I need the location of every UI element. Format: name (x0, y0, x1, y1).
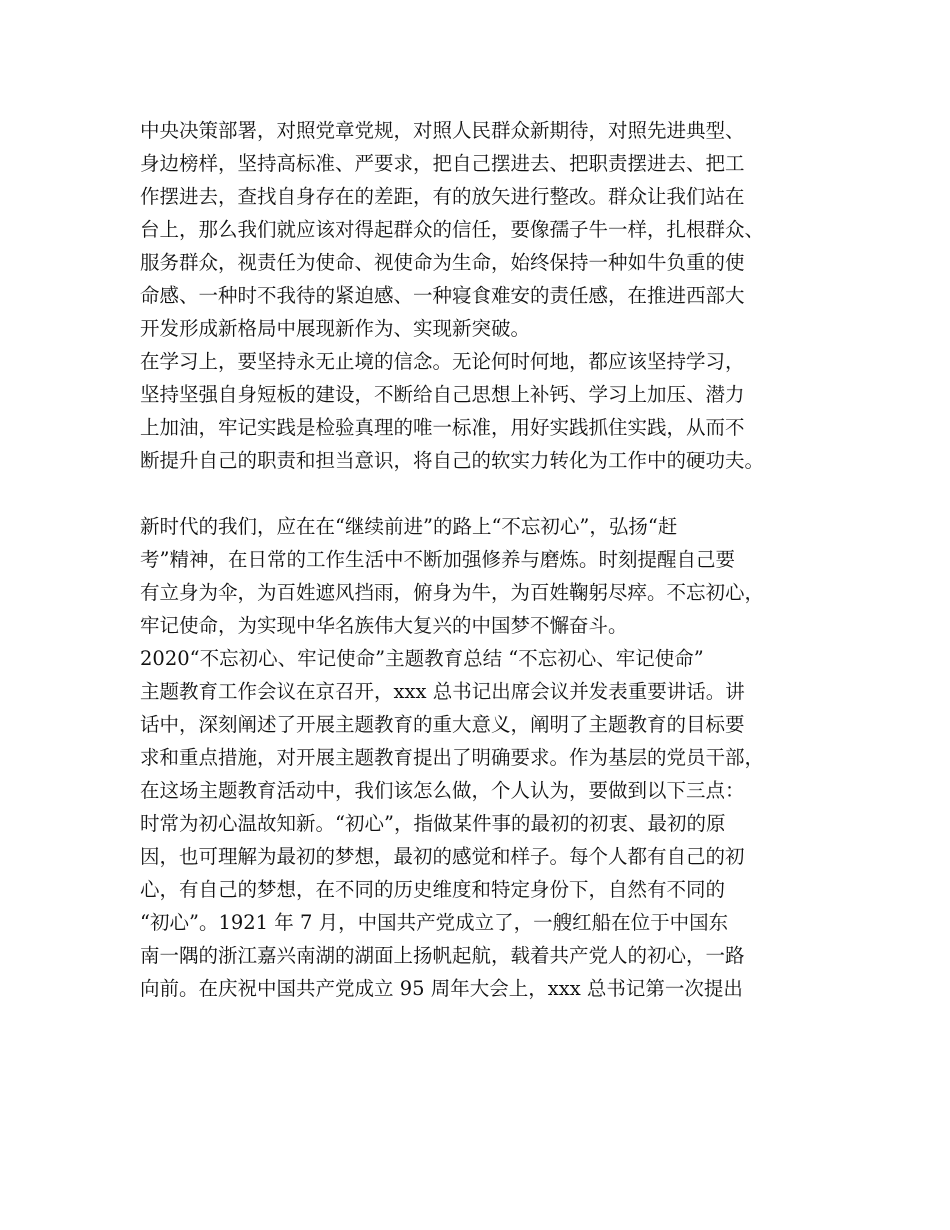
text-line: 时常为初心温故知新。“初心”，指做某件事的最初的初衷、最初的原 (140, 812, 726, 835)
text-line: 开发形成新格局中展现新作为、实现新突破。 (140, 317, 531, 340)
text-line: 在这场主题教育活动中，我们该怎么做，个人认为，要做到以下三点： (140, 779, 745, 802)
text-line: 在学习上，要坚持永无止境的信念。无论何时何地，都应该坚持学习， (140, 350, 745, 373)
text-line: 牢记使命，为实现中华名族伟大复兴的中国梦不懈奋斗。 (140, 614, 628, 637)
blank-line (140, 477, 830, 510)
text-line: 断提升自己的职责和担当意识，将自己的软实力转化为工作中的硬功夫。 (140, 449, 765, 472)
text-line: 向前。在庆祝中国共产党成立 95 周年大会上，xxx 总书记第一次提出 (140, 977, 743, 1000)
text-line: 求和重点措施，对开展主题教育提出了明确要求。作为基层的党员干部， (140, 746, 765, 769)
text-line: 作摆进去，查找自身存在的差距，有的放矢进行整改。群众让我们站在 (140, 185, 745, 208)
text-line: 新时代的我们，应在在“继续前进”的路上“不忘初心”，弘扬“赶 (140, 515, 678, 538)
text-line: 因，也可理解为最初的梦想，最初的感觉和样子。每个人都有自己的初 (140, 845, 745, 868)
text-line: 坚持坚强自身短板的建设，不断给自己思想上补钙、学习上加压、潜力 (140, 383, 745, 406)
text-line: 话中，深刻阐述了开展主题教育的重大意义，阐明了主题教育的目标要 (140, 713, 745, 736)
text-line: 中央决策部署，对照党章党规，对照人民群众新期待，对照先进典型、 (140, 119, 745, 142)
text-line: 身边榜样，坚持高标准、严要求，把自己摆进去、把职责摆进去、把工 (140, 152, 745, 175)
text-line: 台上，那么我们就应该对得起群众的信任，要像孺子牛一样，扎根群众、 (140, 218, 765, 241)
text-line: 主题教育工作会议在京召开，xxx 总书记出席会议并发表重要讲话。讲 (140, 680, 745, 703)
text-line: 服务群众，视责任为使命、视使命为生命，始终保持一种如牛负重的使 (140, 251, 745, 274)
text-line: 南一隅的浙江嘉兴南湖的湖面上扬帆起航，载着共产党人的初心，一路 (140, 944, 745, 967)
body-text (140, 114, 830, 1005)
text-line: 命感、一种时不我待的紧迫感、一种寝食难安的责任感，在推进西部大 (140, 284, 745, 307)
text-line: 2020“不忘初心、牢记使命”主题教育总结 “不忘初心、牢记使命” (140, 647, 704, 670)
text-line: 有立身为伞，为百姓遮风挡雨，俯身为牛，为百姓鞠躬尽瘁。不忘初心， (140, 581, 765, 604)
text-line: 考”精神，在日常的工作生活中不断加强修养与磨炼。时刻提醒自己要 (140, 548, 735, 571)
text-line: 上加油，牢记实践是检验真理的唯一标准，用好实践抓住实践，从而不 (140, 416, 745, 439)
text-line: 心，有自己的梦想，在不同的历史维度和特定身份下，自然有不同的 (140, 878, 726, 901)
text-line: “初心”。1921 年 7 月，中国共产党成立了，一艘红船在位于中国东 (140, 911, 729, 934)
